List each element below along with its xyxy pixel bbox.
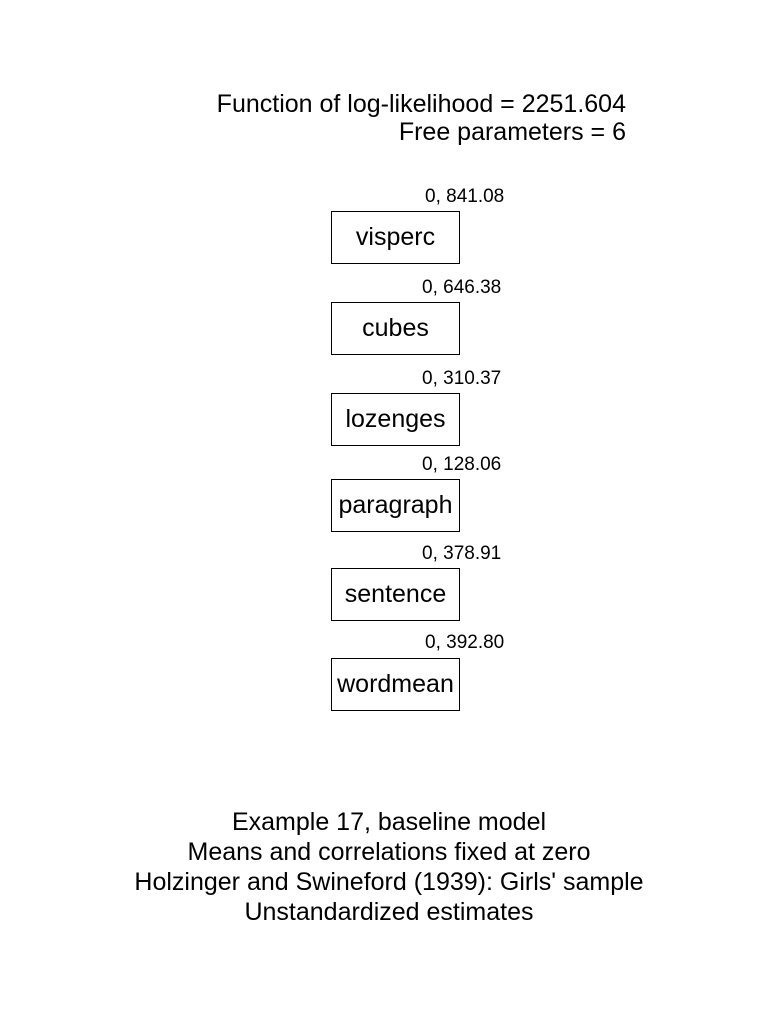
variable-name: sentence	[344, 580, 447, 608]
variable-box-sentence[interactable]	[331, 568, 460, 621]
variable-box-paragraph[interactable]	[331, 479, 460, 532]
variable-box-cubes[interactable]	[331, 302, 460, 355]
footer-estimate-type: Unstandardized estimates	[244, 898, 534, 926]
footer-example-title: Example 17, baseline model	[231, 808, 547, 836]
variable-name: wordmean	[337, 670, 454, 698]
variable-box-visperc[interactable]	[331, 211, 460, 264]
variable-name: cubes	[362, 314, 429, 342]
free-parameters-text: Free parameters = 6	[398, 118, 626, 146]
estimate-label-sentence: 0, 378.91	[422, 543, 502, 564]
estimate-label-visperc: 0, 841.08	[425, 186, 505, 207]
footer-sample-description: Holzinger and Swineford (1939): Girls' sample	[134, 868, 644, 896]
log-likelihood-text: Function of log-likelihood = 2251.604	[216, 90, 626, 118]
estimate-label-wordmean: 0, 392.80	[425, 632, 505, 653]
estimate-label-lozenges: 0, 310.37	[422, 368, 502, 389]
variable-name: visperc	[355, 223, 436, 251]
estimate-label-paragraph: 0, 128.06	[422, 454, 502, 475]
estimate-label-cubes: 0, 646.38	[422, 277, 502, 298]
variable-name: paragraph	[338, 491, 453, 519]
variable-box-lozenges[interactable]	[331, 393, 460, 446]
footer-model-description: Means and correlations fixed at zero	[187, 838, 591, 866]
variable-box-wordmean[interactable]	[331, 658, 460, 711]
variable-name: lozenges	[345, 405, 446, 433]
